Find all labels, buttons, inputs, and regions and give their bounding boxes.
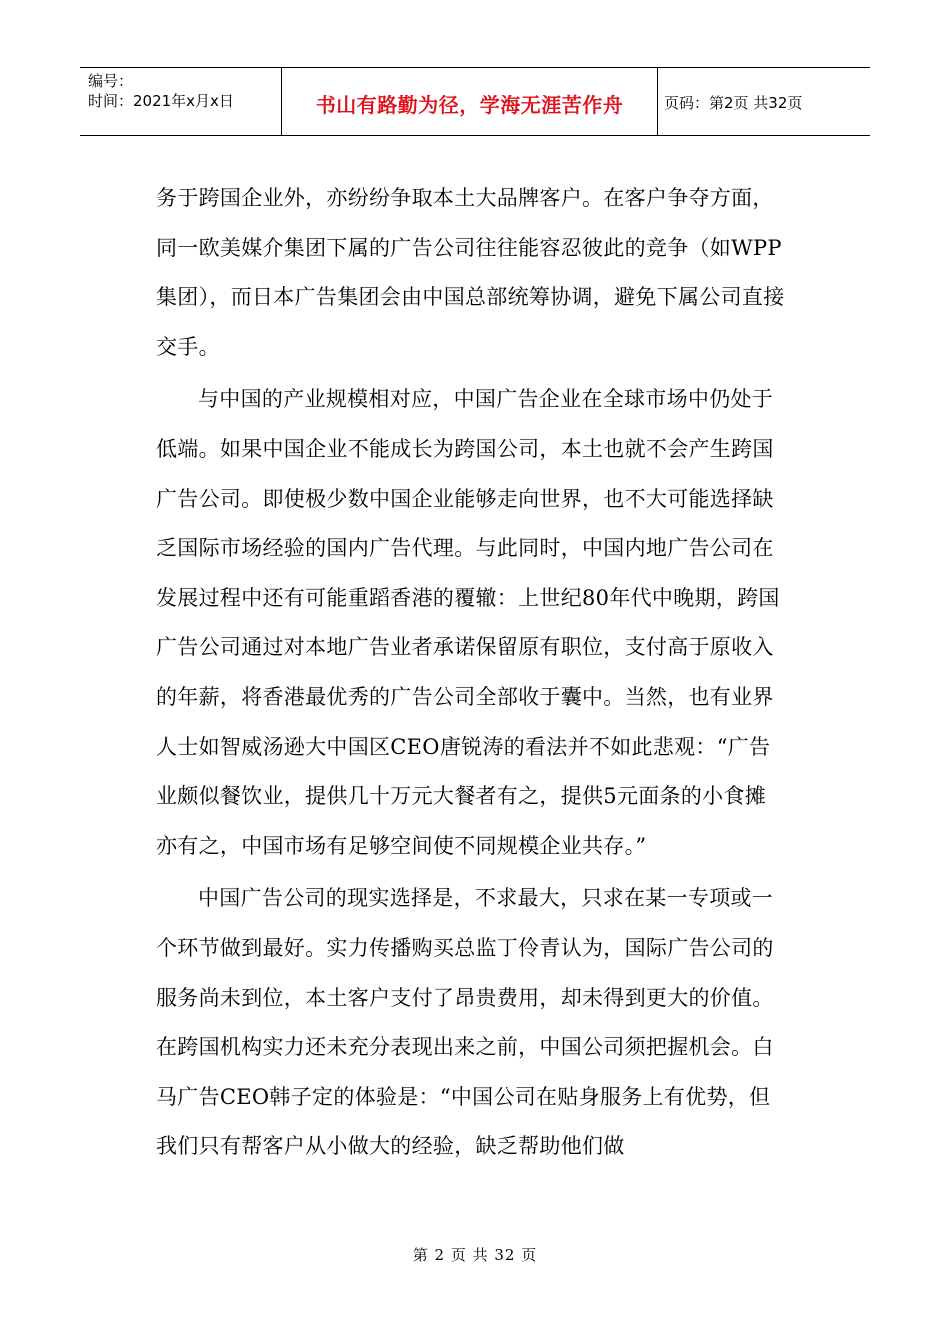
- header-page-info: 页码：第2页 共32页: [664, 94, 803, 112]
- header-meta: [80, 68, 282, 135]
- body-text: [156, 174, 786, 1175]
- document-number-label: 编号：: [88, 72, 134, 90]
- paragraph: 务于跨国企业外，亦纷纷争取本土大品牌客户。在客户争夺方面，同一欧美媒介集团下属的广告公司往往能容忍彼此的竞争（如WPP集团），而日本广告集团会由中国总部统筹协调，避免下属公司直接交手。: [156, 186, 785, 359]
- document-date: 时间：2021年x月x日: [88, 92, 234, 110]
- page-header: [80, 67, 870, 136]
- header-motto: 书山有路勤为径，学海无涯苦作舟: [282, 68, 658, 135]
- paragraph: 与中国的产业规模相对应，中国广告企业在全球市场中仍处于低端。如果中国企业不能成长为跨国公司，本土也就不会产生跨国广告公司。即使极少数中国企业能够走向世界，也不大可能选择缺乏国际市场经验的国内广告代理。与此同时，中国内地广告公司在发展过程中还有可能重蹈香港的覆辙：上世纪80年代中晚期，跨国广告公司通过对本地广告业者承诺保留原有职位，支付高于原收入的年薪，将香港最优秀的广告公司全部收于囊中。当然，也有业界人士如智威汤逊大中国区CEO唐锐涛的看法并不如此悲观：“广告业颇似餐饮业，提供几十万元大餐者有之，提供5元面条的小食摊亦有之，中国市场有足够空间使不同规模企业共存。”: [156, 387, 780, 858]
- paragraph: 中国广告公司的现实选择是，不求最大，只求在某一专项或一个环节做到最好。实力传播购买总监丁伶青认为，国际广告公司的服务尚未到位，本土客户支付了昂贵费用，却未得到更大的价值。在跨国机构实力还未充分表现出来之前，中国公司须把握机会。白马广告CEO韩子定的体验是：“中国公司在贴身服务上有优势，但我们只有帮客户从小做大的经验，缺乏帮助他们做: [156, 886, 774, 1159]
- page-footer: 第 2 页 共 32 页: [412, 1246, 538, 1264]
